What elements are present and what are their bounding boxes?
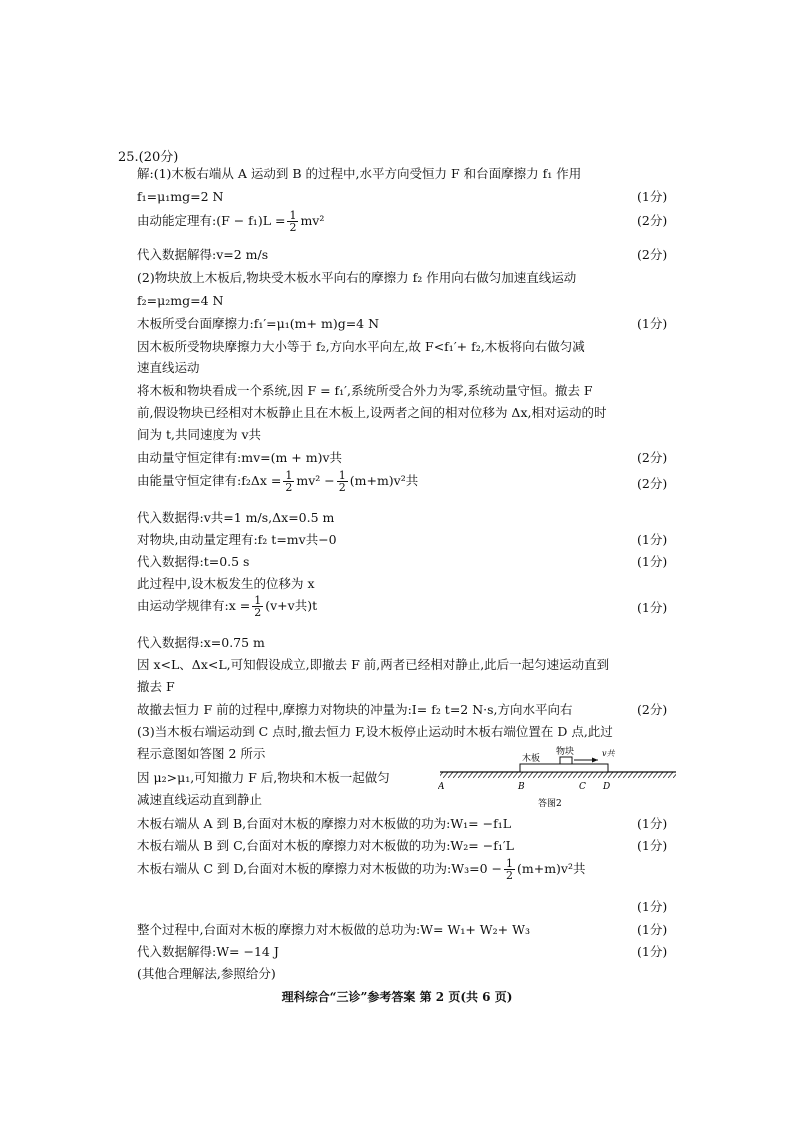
solution-line-12: 间为 t,共同速度为 v共: [137, 427, 262, 442]
fraction: [252, 595, 263, 618]
score-line-33: (1分): [637, 944, 668, 959]
solution-line-3: [137, 208, 324, 234]
table-surface-hatching: [440, 772, 676, 778]
solution-line-19: [137, 593, 317, 619]
fraction: [283, 470, 294, 493]
solution-line-14: [137, 468, 418, 494]
score-line-29: (1分): [637, 838, 668, 853]
score-line-16: (1分): [637, 532, 668, 547]
fraction: [337, 470, 348, 493]
solution-line-30: [137, 856, 586, 882]
fraction-numerator: 1: [289, 209, 297, 222]
equation-text: (m+m)v²共: [349, 473, 419, 488]
equation-text: 由能量守恒定律有:f₂Δx =: [137, 473, 282, 488]
solution-line-33: 代入数据解得:W= −14 J: [137, 944, 279, 959]
solution-line-28: 木板右端从 A 到 B,台面对木板的摩擦力对木板做的功为:W₁= −f₁L: [137, 816, 512, 831]
label-point-B: B: [518, 782, 525, 792]
score-line-31: (1分): [637, 899, 668, 914]
label-block: 物块: [556, 747, 575, 757]
solution-line-24: (3)当木板右端运动到 C 点时,撤去恒力 F,设木板停止运动时木板右端位置在 D 点,此过: [137, 724, 613, 739]
page-footer: 理科综合“三诊”参考答案 第 2 页(共 6 页): [281, 990, 513, 1004]
score-line-19: (1分): [637, 600, 668, 615]
score-line-28: (1分): [637, 816, 668, 831]
score-line-4: (2分): [637, 247, 668, 262]
solution-line-7: 木板所受台面摩擦力:f₁′=μ₁(m+ m)g=4 N: [137, 316, 380, 331]
problem-heading: 25.(20分): [118, 150, 179, 165]
solution-line-29: 木板右端从 B 到 C,台面对木板的摩擦力对木板做的功为:W₂= −f₁′L: [137, 838, 514, 853]
solution-line-23: 故撤去恒力 F 前的过程中,摩擦力对物块的冲量为:I= f₂ t=2 N·s,方向水平向右: [137, 702, 573, 717]
fraction-denominator: 2: [285, 481, 293, 494]
solution-line-15: 代入数据得:v共=1 m/s,Δx=0.5 m: [137, 510, 335, 525]
solution-line-9: 速直线运动: [137, 360, 200, 375]
block-rect: [560, 757, 572, 764]
label-point-D: D: [603, 782, 611, 792]
fraction-numerator: 1: [338, 469, 346, 482]
board-rect: [520, 764, 608, 772]
score-line-7: (1分): [637, 316, 668, 331]
figure-caption: 答图2: [538, 799, 562, 809]
fraction-denominator: 2: [289, 221, 297, 234]
label-point-A: A: [438, 782, 445, 792]
solution-line-21: 因 x<L、Δx<L,可知假设成立,即撤去 F 前,两者已经相对静止,此后一起匀速运动直到: [137, 657, 610, 672]
equation-text: (m+m)v²共: [516, 861, 586, 876]
score-line-14: (2分): [637, 476, 668, 491]
equation-text: mv²: [300, 213, 325, 228]
solution-line-32: 整个过程中,台面对木板的摩擦力对木板做的总功为:W= W₁+ W₂+ W₃: [137, 922, 530, 937]
answer-figure-2: [438, 742, 678, 812]
fraction-numerator: 1: [285, 469, 293, 482]
label-point-C: C: [579, 782, 586, 792]
equation-text: (v+v共)t: [265, 598, 318, 613]
solution-line-6: f₂=μ₂mg=4 N: [137, 293, 224, 308]
score-line-17: (1分): [637, 554, 668, 569]
label-board: 木板: [522, 754, 541, 764]
fraction: [287, 210, 298, 233]
fraction-denominator: 2: [254, 606, 262, 619]
solution-line-25: 程示意图如答图 2 所示: [137, 746, 266, 761]
solution-line-1: 解:(1)木板右端从 A 运动到 B 的过程中,水平方向受恒力 F 和台面摩擦力 f₁ 作用: [137, 166, 582, 181]
solution-line-26: 因 μ₂>μ₁,可知撤力 F 后,物块和木板一起做匀: [137, 770, 390, 785]
solution-line-10: 将木板和物块看成一个系统,因 F = f₁′,系统所受合外力为零,系统动量守恒。撤去 F: [137, 383, 593, 398]
solution-line-16: 对物块,由动量定理有:f₂ t=mv共−0: [137, 532, 337, 547]
solution-line-2: f₁=μ₁mg=2 N: [137, 189, 224, 204]
fraction-denominator: 2: [338, 481, 346, 494]
equation-text: 木板右端从 C 到 D,台面对木板的摩擦力对木板做的功为:W₃=0 −: [137, 861, 502, 876]
score-line-2: (1分): [637, 189, 668, 204]
score-line-3: (2分): [637, 213, 668, 228]
solution-line-17: 代入数据得:t=0.5 s: [137, 554, 250, 569]
solution-line-20: 代入数据得:x=0.75 m: [137, 635, 265, 650]
score-line-23: (2分): [637, 702, 668, 717]
solution-line-4: 代入数据解得:v=2 m/s: [137, 247, 269, 262]
fraction-numerator: 1: [254, 594, 262, 607]
equation-text: 由动能定理有:(F − f₁)L =: [137, 213, 286, 228]
fraction-denominator: 2: [505, 869, 513, 882]
solution-line-11: 前,假设物块已经相对木板静止且在木板上,设两者之间的相对位移为 Δx,相对运动的时: [137, 405, 607, 420]
solution-line-18: 此过程中,设木板发生的位移为 x: [137, 576, 315, 591]
solution-line-22: 撤去 F: [137, 679, 175, 694]
fraction: [504, 858, 515, 881]
velocity-arrow-head: [592, 758, 598, 763]
solution-line-8: 因木板所受物块摩擦力大小等于 f₂,方向水平向左,故 F<f₁′+ f₂,木板将向右做匀减: [137, 339, 585, 354]
score-line-13: (2分): [637, 450, 668, 465]
solution-line-27: 减速直线运动直到静止: [137, 792, 263, 807]
score-line-32: (1分): [637, 922, 668, 937]
equation-text: mv² −: [296, 473, 335, 488]
fraction-numerator: 1: [505, 857, 513, 870]
solution-line-34: (其他合理解法,参照给分): [137, 966, 276, 981]
equation-text: 由运动学规律有:x =: [137, 598, 251, 613]
solution-line-13: 由动量守恒定律有:mv=(m + m)v共: [137, 450, 343, 465]
label-velocity: v共: [602, 749, 615, 758]
solution-line-5: (2)物块放上木板后,物块受木板水平向右的摩擦力 f₂ 作用向右做匀加速直线运动: [137, 270, 577, 285]
